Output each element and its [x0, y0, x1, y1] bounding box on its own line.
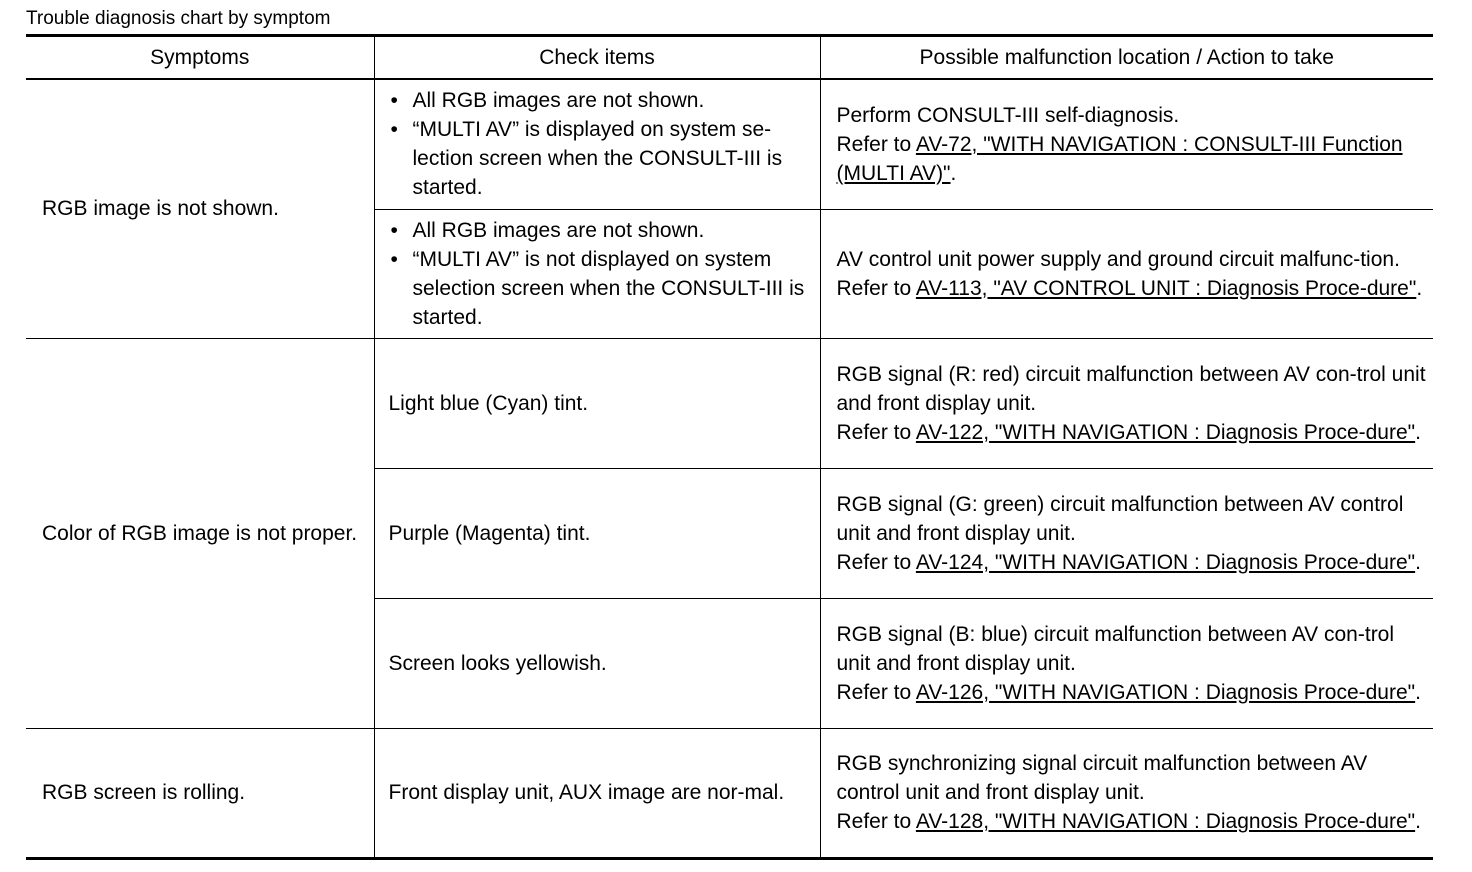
refer-prefix: Refer to	[836, 276, 916, 300]
refer-link[interactable]: AV-128, "WITH NAVIGATION : Diagnosis Proce-dure"	[915, 810, 1416, 833]
header-action: Possible malfunction location / Action to take	[820, 36, 1433, 80]
check-cell: Purple (Magenta) tint.	[374, 468, 820, 598]
check-cell	[374, 79, 820, 209]
action-text: RGB signal (R: red) circuit malfunction between AV con-trol unit and front display unit.	[836, 362, 1426, 415]
refer-line	[837, 274, 1430, 303]
table-row	[26, 338, 1433, 468]
refer-line	[837, 548, 1430, 577]
action-text: RGB signal (G: green) circuit malfunction between AV control unit and front display unit.	[836, 492, 1404, 545]
symptom-cell: Color of RGB image is not proper.	[26, 338, 374, 728]
action-text: RGB synchronizing signal circuit malfunction between AV control unit and front display unit.	[836, 752, 1368, 804]
check-bullet: • “MULTI AV” is displayed on system se-lection screen when the CONSULT-III is started.	[413, 115, 820, 202]
symptom-cell: RGB screen is rolling.	[26, 728, 374, 858]
refer-prefix: Refer to	[836, 420, 916, 444]
refer-line	[837, 130, 1430, 188]
action-cell	[820, 79, 1433, 209]
action-cell	[820, 338, 1433, 468]
check-cell: Screen looks yellowish.	[374, 598, 820, 728]
refer-prefix: Refer to	[836, 810, 916, 833]
check-cell: Light blue (Cyan) tint.	[374, 338, 820, 468]
refer-prefix: Refer to	[836, 550, 916, 574]
action-text: AV control unit power supply and ground circuit malfunc-tion.	[836, 247, 1400, 271]
action-cell	[820, 209, 1433, 338]
refer-suffix: .	[1416, 276, 1423, 300]
action-cell	[820, 468, 1433, 598]
refer-line	[837, 418, 1430, 447]
table-row	[26, 79, 1433, 209]
symptom-cell: RGB image is not shown.	[26, 79, 374, 338]
action-cell	[820, 728, 1433, 858]
refer-suffix: .	[950, 161, 957, 185]
refer-link[interactable]: AV-124, "WITH NAVIGATION : Diagnosis Proce-dure"	[915, 550, 1416, 574]
check-bullet: • All RGB images are not shown.	[413, 216, 820, 245]
action-text: Perform CONSULT-III self-diagnosis.	[836, 103, 1180, 127]
check-cell	[374, 209, 820, 338]
refer-suffix: .	[1415, 810, 1421, 833]
refer-line	[837, 807, 1430, 836]
header-row	[26, 36, 1433, 80]
table-caption: Trouble diagnosis chart by symptom	[26, 8, 331, 29]
refer-suffix: .	[1415, 680, 1421, 704]
refer-suffix: .	[1415, 420, 1421, 444]
refer-link[interactable]: AV-122, "WITH NAVIGATION : Diagnosis Proce-dure"	[915, 420, 1416, 444]
header-symptoms: Symptoms	[26, 36, 374, 80]
trouble-diagnosis-table	[26, 34, 1433, 860]
refer-link[interactable]: AV-126, "WITH NAVIGATION : Diagnosis Proce-dure"	[915, 680, 1416, 704]
header-check-items: Check items	[374, 36, 820, 80]
refer-link[interactable]: AV-113, "AV CONTROL UNIT : Diagnosis Proce-dure"	[915, 276, 1417, 300]
refer-prefix: Refer to	[836, 132, 916, 156]
check-bullet: • All RGB images are not shown.	[413, 86, 820, 115]
refer-line	[837, 678, 1430, 707]
refer-prefix: Refer to	[836, 680, 916, 704]
refer-link[interactable]: AV-72, "WITH NAVIGATION : CONSULT-III Function (MULTI AV)"	[836, 132, 1403, 185]
action-text: RGB signal (B: blue) circuit malfunction between AV con-trol unit and front display unit.	[836, 622, 1395, 675]
refer-suffix: .	[1415, 550, 1421, 574]
check-bullet: • “MULTI AV” is not displayed on system selection screen when the CONSULT-III is started.	[413, 245, 820, 332]
table-row	[26, 728, 1433, 858]
action-cell	[820, 598, 1433, 728]
check-cell: Front display unit, AUX image are nor-mal.	[374, 728, 820, 858]
